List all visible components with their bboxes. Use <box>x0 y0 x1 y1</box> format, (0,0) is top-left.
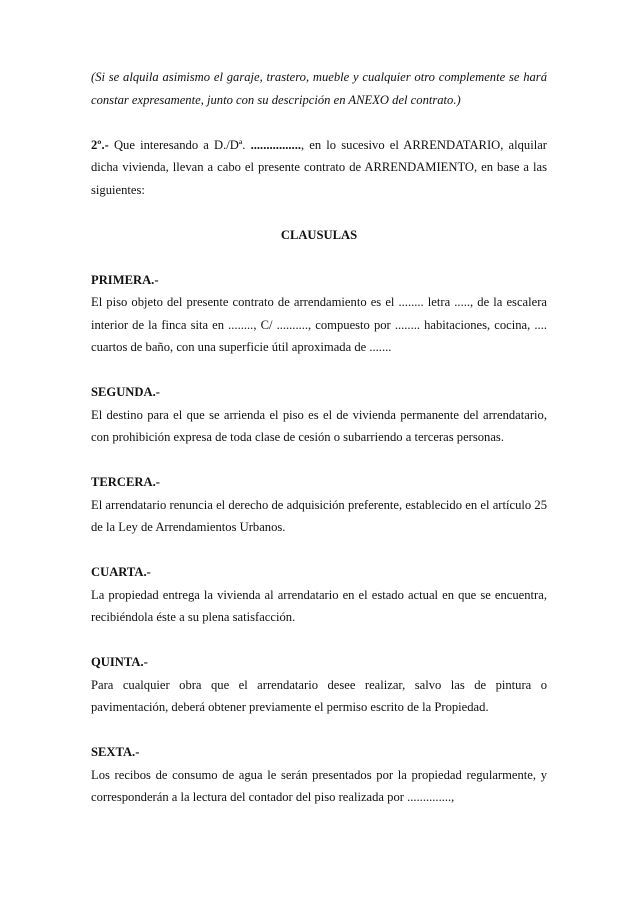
clause-quinta <box>91 651 547 719</box>
clause-cuarta <box>91 561 547 629</box>
spacer <box>91 111 547 134</box>
clause-text: El destino para el que se arrienda el piso es el de vivienda permanente del arrendatario, con prohibición expresa de toda clase de cesión o subarriendo a terceras personas. <box>91 407 547 444</box>
spacer <box>91 246 547 269</box>
clause-text: Para cualquier obra que el arrendatario desee realizar, salvo las de pintura o pavimentación, deberá obtener previamente el permiso escrito de la Propiedad. <box>91 677 547 714</box>
clauses-title: CLAUSULAS <box>280 227 358 242</box>
clause-text: La propiedad entrega la vivienda al arrendatario en el estado actual en que se encuentra, recibiéndola éste a su plena satisfacción. <box>91 587 547 624</box>
intro-note: (Si se alquila asimismo el garaje, trastero, mueble y cualquier otro complemente se hará constar expresamente, junto con su descripción en ANEXO del contrato.) <box>91 70 547 107</box>
clause-text: El piso objeto del presente contrato de arrendamiento es el ........ letra ....., de la escalera interior de la finca sita en ........, C/ .........., compuesto por ........ habitaciones, cocina, .... cuartos de baño, con una superficie útil aproximada de ....... <box>91 295 547 354</box>
clause-heading: TERCERA.- <box>91 475 160 489</box>
clause-heading: SEXTA.- <box>91 745 140 759</box>
second-label: 2º.- <box>91 137 109 152</box>
clause-tercera <box>91 471 547 539</box>
second-paragraph <box>91 134 547 202</box>
clause-text: El arrendatario renuncia el derecho de adquisición preferente, establecido en el artículo 25 de la Ley de Arrendamientos Urbanos. <box>91 497 547 534</box>
second-dots: ................ <box>250 137 301 152</box>
spacer <box>91 449 547 472</box>
second-text-before: Que interesando a D./Dª. <box>108 137 251 152</box>
clause-heading: CUARTA.- <box>91 565 151 579</box>
clause-heading: SEGUNDA.- <box>91 385 160 399</box>
clause-segunda <box>91 381 547 449</box>
clause-text: Los recibos de consumo de agua le serán presentados por la propiedad regularmente, y corresponderán a la lectura del contador del piso realizada por .............., <box>91 767 547 804</box>
clause-heading: QUINTA.- <box>91 655 148 669</box>
clause-heading: PRIMERA.- <box>91 272 159 287</box>
document-page <box>91 66 547 809</box>
clause-sexta <box>91 741 547 809</box>
spacer <box>91 201 547 224</box>
spacer <box>91 719 547 742</box>
spacer <box>91 539 547 562</box>
spacer <box>91 629 547 652</box>
spacer <box>91 359 547 382</box>
second-text-after: , en lo sucesivo el ARRENDATARIO, alquilar dicha vivienda, llevan a cabo el presente contrato de ARRENDAMIENTO, en base a las siguientes: <box>91 137 547 197</box>
clause-primera <box>91 269 547 359</box>
